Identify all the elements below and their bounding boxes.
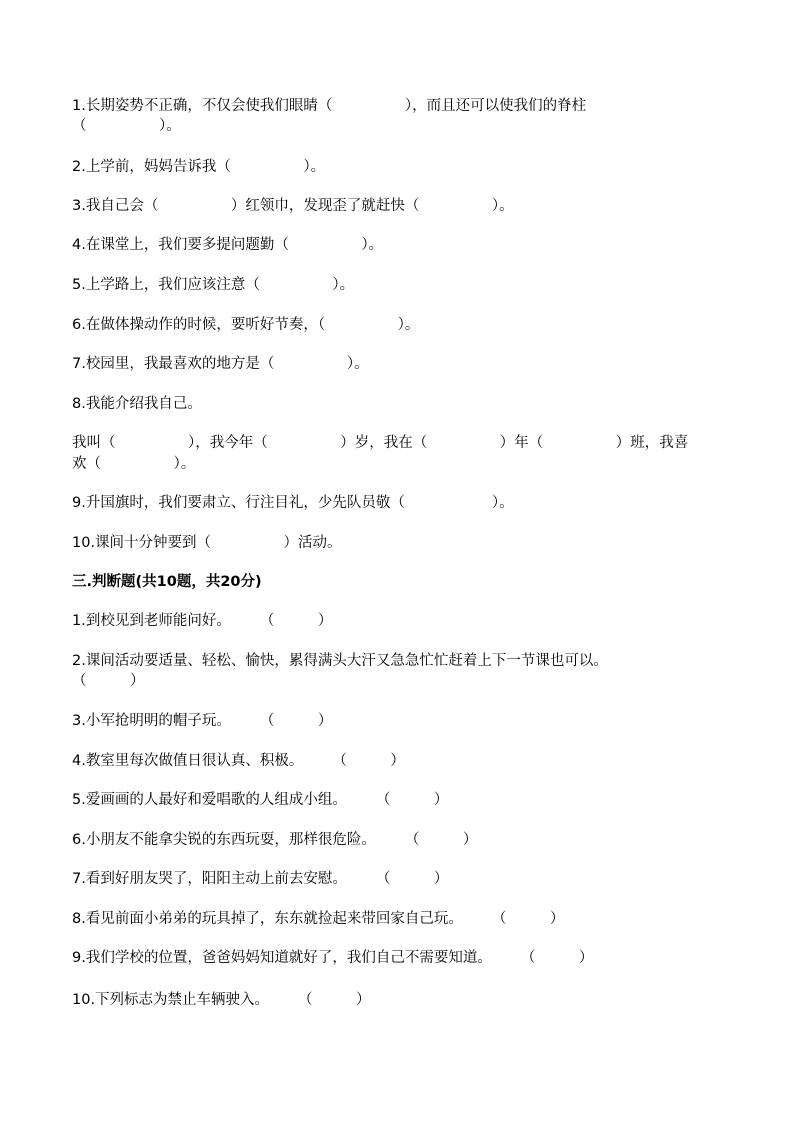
question-judge-2-line-1: 2.课间活动要适量、轻松、愉快，累得满头大汗又急急忙忙赶着上下一节课也可以。 bbox=[72, 653, 608, 669]
question-fill-8-line-2: 欢（ ）。 bbox=[72, 456, 196, 472]
question-fill-6: 6.在做体操动作的时候，要听好节奏，（ ）。 bbox=[72, 317, 420, 333]
question-judge-9: 9.我们学校的位置，爸爸妈妈知道就好了，我们自己不需要知道。 （ ） bbox=[72, 950, 594, 966]
question-fill-1-line-2: （ ）。 bbox=[72, 118, 181, 134]
question-fill-8: 8.我能介绍我自己。 bbox=[72, 396, 202, 412]
question-judge-2-line-2: （ ） bbox=[72, 673, 145, 689]
question-judge-10: 10.下列标志为禁止车辆驶入。 （ ） bbox=[72, 992, 371, 1008]
question-judge-7: 7.看到好朋友哭了，阳阳主动上前去安慰。 （ ） bbox=[72, 871, 449, 887]
question-fill-5: 5.上学路上，我们应该注意（ ）。 bbox=[72, 277, 355, 293]
question-judge-3: 3.小军抢明明的帽子玩。 （ ） bbox=[72, 713, 333, 729]
question-fill-4: 4.在课堂上，我们要多提问题勤（ ）。 bbox=[72, 237, 384, 253]
section-title: 三.判断题(共10题，共20分) bbox=[72, 574, 262, 590]
question-judge-4: 4.教室里每次做值日很认真、积极。 （ ） bbox=[72, 753, 405, 769]
question-judge-5: 5.爱画画的人最好和爱唱歌的人组成小组。 （ ） bbox=[72, 792, 449, 808]
question-fill-9: 9.升国旗时，我们要肃立、行注目礼，少先队员敬（ ）。 bbox=[72, 495, 514, 511]
question-fill-2: 2.上学前，妈妈告诉我（ ）。 bbox=[72, 159, 326, 175]
question-judge-1: 1.到校见到老师能问好。 （ ） bbox=[72, 613, 333, 629]
question-fill-7: 7.校园里，我最喜欢的地方是（ ）。 bbox=[72, 356, 369, 372]
question-judge-8: 8.看见前面小弟弟的玩具掉了，东东就捡起来带回家自己玩。 （ ） bbox=[72, 911, 565, 927]
question-fill-10: 10.课间十分钟要到（ ）活动。 bbox=[72, 535, 342, 551]
question-judge-6: 6.小朋友不能拿尖锐的东西玩耍，那样很危险。 （ ） bbox=[72, 832, 478, 848]
question-fill-3: 3.我自己会（ ）红领巾，发现歪了就赶快（ ）。 bbox=[72, 198, 514, 214]
question-fill-1-line-1: 1.长期姿势不正确，不仅会使我们眼睛（ ），而且还可以使我们的脊柱 bbox=[72, 98, 587, 114]
question-fill-8-line-1: 我叫（ ），我今年（ ）岁，我在（ ）年（ ）班，我喜 bbox=[72, 435, 689, 451]
